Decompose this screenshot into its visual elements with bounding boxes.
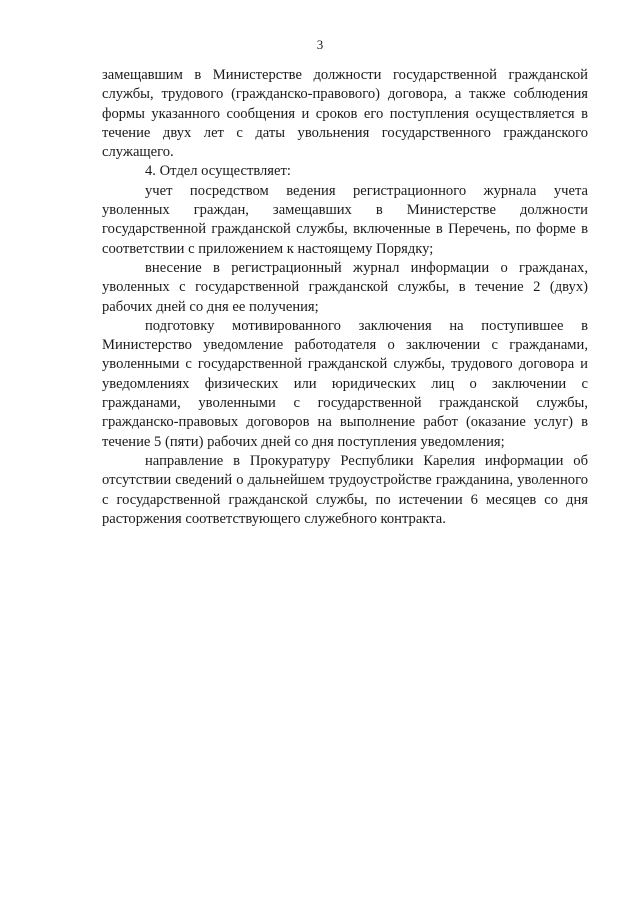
paragraph-prosecutor-notice: направление в Прокуратуру Республики Карелия информации об отсутствии сведений о дальнейшем трудоустройстве гражданина, уволенного с государственной гражданской службы, по истечении 6 месяцев со дня расторжения соответствующего служебного контракта.: [102, 452, 588, 527]
document-body: [102, 66, 588, 529]
paragraph-continuation: замещавшим в Министерстве должности государственной гражданской службы, трудового (гражданско-правового) договора, а также соблюдения формы указанного сообщения и сроков его поступления осуществляется в течение двух лет с даты увольнения государственного гражданского служащего.: [102, 67, 588, 161]
paragraph-registration-journal: учет посредством ведения регистрационного журнала учета уволенных граждан, замещавших в Министерстве должности государственной гражданской службы, включенные в Перечень, по форме в соответствии с приложением к настоящему Порядку;: [102, 182, 588, 257]
paragraph-reasoned-conclusion: подготовку мотивированного заключения на поступившее в Министерство уведомление работодателя о заключении с гражданами, уволенными с государственной гражданской службы, трудового договора и уведомлениях физических или юридических лиц о заключении с гражданами, уволенными с государственной гражданской службы, гражданско-правовых договоров на выполнение работ (оказание услуг) в течение 5 (пяти) рабочих дней со дня поступления уведомления;: [102, 317, 588, 450]
paragraph-section-4-heading: 4. Отдел осуществляет:: [145, 163, 291, 180]
paragraph-journal-entry: внесение в регистрационный журнал информации о гражданах, уволенных с государственной гражданской службы, в течение 2 (двух) рабочих дней со дня ее получения;: [102, 259, 588, 315]
page-number: 3: [316, 37, 324, 52]
